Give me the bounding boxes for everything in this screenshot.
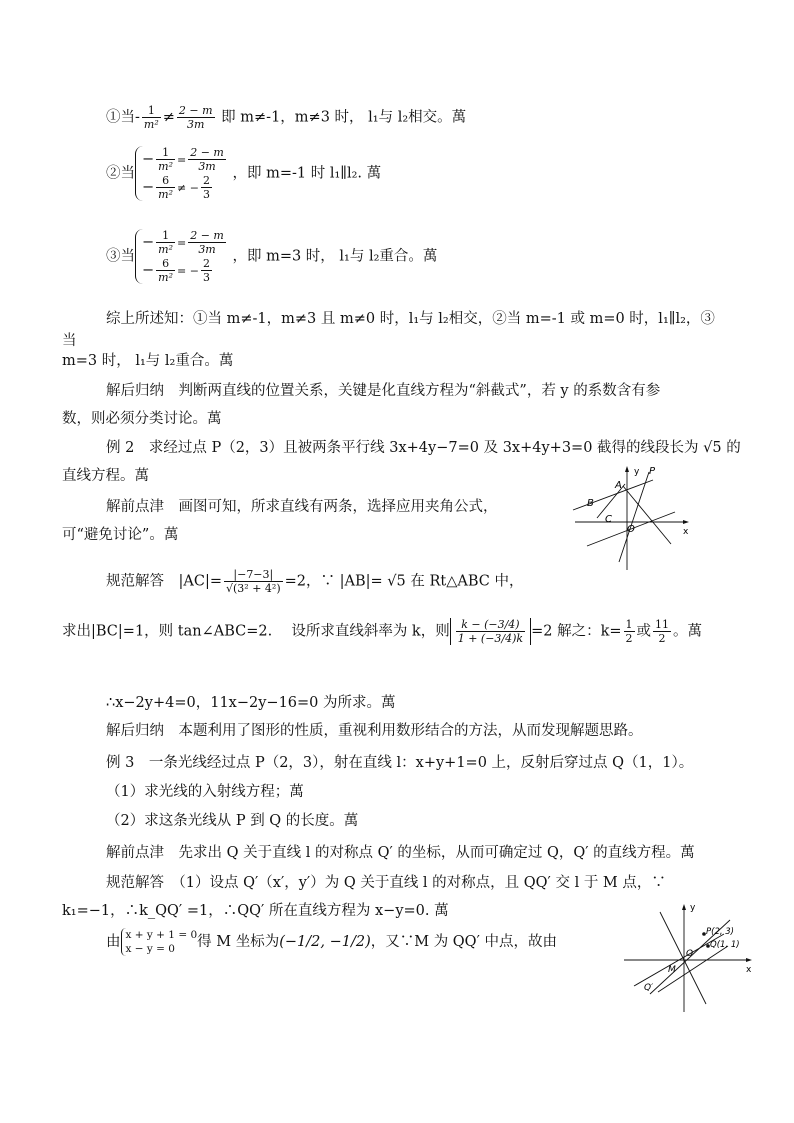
answer-2-line-2: 求出|BC|=1，则 tan∠ABC=2. 设所求直线斜率为 k，则 $\frac{k - (-3/4)}{1 + (-3/4)k}$ =2 解之：k= $\frac{1}{2}$ 或 $\frac{11}{2}$ 。萬: [62, 618, 703, 645]
summary-line-3: m=3 时， l₁与 l₂重合。萬: [62, 353, 234, 369]
case-3-text: ，即 m=3 时， l₁与 l₂重合。萬: [232, 248, 438, 265]
case-1-fraction-a: $\frac{1}{\text{m²}}$: [143, 104, 159, 131]
case-1-prefix: ①当-: [106, 109, 140, 126]
fig1-label-a: A: [615, 480, 622, 491]
figure-reflection: [620, 900, 760, 1015]
hint-3: 解前点津 先求出 Q 关于直线 l 的对称点 Q′ 的坐标，从而可确定过 Q，Q′ 的直线方程。萬: [106, 845, 695, 861]
fig2-label-m: M: [668, 965, 676, 975]
answer-2-line-1: 规范解答 |AC|= $\frac{|-7-3|}{\text{√(3² + 4²)}}$ =2，∵ |AB|= √5 在 Rt△ABC 中，: [106, 568, 524, 595]
hint-2-line-2: 可“避免讨论”。萬: [62, 527, 179, 543]
case-1-text: 即 m≠-1，m≠3 时， l₁与 l₂相交。萬: [221, 109, 467, 126]
fig2-label-x: x: [746, 965, 752, 975]
fig2-label-q-prime: Q′: [644, 983, 654, 993]
answer-3-line-1: 规范解答 （1）设点 Q′（x′，y′）为 Q 关于直线 l 的对称点，且 QQ′ 交 l 于 M 点，∵: [106, 875, 666, 891]
slope-angle-formula: $\frac{k - (-3/4)}{1 + (-3/4)k}$: [450, 618, 531, 645]
guidance-1-line-1: 解后归纳 判断两直线的位置关系，关键是化直线方程为“斜截式”，若 y 的系数含有参: [106, 383, 661, 399]
midpoint-coordinate: (−1/2, −1/2): [279, 934, 371, 950]
equation-system: x + y + 1 = 0 x − y = 0: [121, 928, 198, 956]
figure-parallel-lines: [565, 462, 695, 572]
example-2-line-2: 直线方程。萬: [62, 468, 149, 484]
fig2-label-o: O: [686, 949, 694, 959]
fig1-label-b: B: [587, 498, 594, 509]
case-2-line: ②当 − $\frac{1}{\text{m²}}$ = $\frac{2 - m}{3m}$ − $\frac{6}{\text{m²}}$ ≠ − $\frac{2}{3}$ ，即 m=-1 时 l₁∥l₂. 萬: [106, 146, 382, 201]
fig1-label-o: O: [627, 524, 635, 535]
case-3-line: ③当 − $\frac{1}{\text{m²}}$ = $\frac{2 - m}{3m}$ − $\frac{6}{\text{m²}}$ = − $\frac{2}{3}$ ，即 m=3 时， l₁与 l₂重合。萬: [106, 229, 438, 284]
fig1-label-x: x: [683, 527, 689, 537]
fig2-label-q: Q(1, 1): [710, 940, 740, 950]
fig2-label-y: y: [690, 903, 696, 913]
summary-line-2: 当: [62, 333, 77, 349]
answer-3-line-2: k₁=−1，∴k_QQ′ =1，∴QQ′ 所在直线方程为 x−y=0. 萬: [62, 903, 449, 919]
hint-2-line-1: 解前点津 画图可知，所求直线有两条，选择应用夹角公式，: [106, 499, 498, 515]
answer-2-conclusion: ∴x−2y+4=0，11x−2y−16=0 为所求。萬: [106, 695, 396, 711]
fig2-label-p: P(2, 3): [706, 927, 734, 937]
guidance-1-line-2: 数，则必须分类讨论。萬: [62, 411, 222, 427]
summary-line-1: 综上所述知：①当 m≠-1，m≠3 且 m≠0 时，l₁与 l₂相交，②当 m=-1 或 m=0 时，l₁∥l₂，③: [106, 311, 715, 327]
example-3-question-2: （2）求这条光线从 P 到 Q 的长度。萬: [106, 813, 359, 829]
case-1-line: ①当- $\frac{1}{\text{m²}}$ ≠ $\frac{2 - m}{3m}$ 即 m≠-1，m≠3 时， l₁与 l₂相交。萬: [106, 104, 467, 131]
example-3-question-1: （1）求光线的入射线方程；萬: [106, 784, 304, 800]
case-3-system: − $\frac{1}{\text{m²}}$ = $\frac{2 - m}{3m}$ − $\frac{6}{\text{m²}}$ = − $\frac{2}{3}$: [135, 229, 228, 284]
case-2-system: − $\frac{1}{\text{m²}}$ = $\frac{2 - m}{3m}$ − $\frac{6}{\text{m²}}$ ≠ − $\frac{2}{3}$: [135, 146, 228, 201]
case-1-fraction-b: $\frac{2 - m}{3m}$: [178, 104, 213, 131]
answer-3-line-3: 由 x + y + 1 = 0 x − y = 0 得 M 坐标为(−1/2, −1/2)，又∵M 为 QQ′ 中点，故由: [106, 929, 557, 955]
fig1-label-c: C: [605, 514, 612, 525]
guidance-2: 解后归纳 本题利用了图形的性质，重视利用数形结合的方法，从而发现解题思路。: [106, 723, 643, 739]
case-2-text: ，即 m=-1 时 l₁∥l₂. 萬: [232, 165, 382, 182]
example-2-line-1: 例 2 求经过点 P（2，3）且被两条平行线 3x+4y−7=0 及 3x+4y+3=0 截得的线段长为 √5 的: [106, 440, 741, 456]
example-3-statement: 例 3 一条光线经过点 P（2，3），射在直线 l：x+y+1=0 上，反射后穿过点 Q（1，1）。: [106, 755, 694, 771]
fig1-label-y: y: [634, 467, 640, 477]
ac-length-fraction: $\frac{|-7-3|}{\text{√(3² + 4²)}}$: [226, 568, 281, 595]
fig1-label-p: P: [649, 466, 656, 477]
